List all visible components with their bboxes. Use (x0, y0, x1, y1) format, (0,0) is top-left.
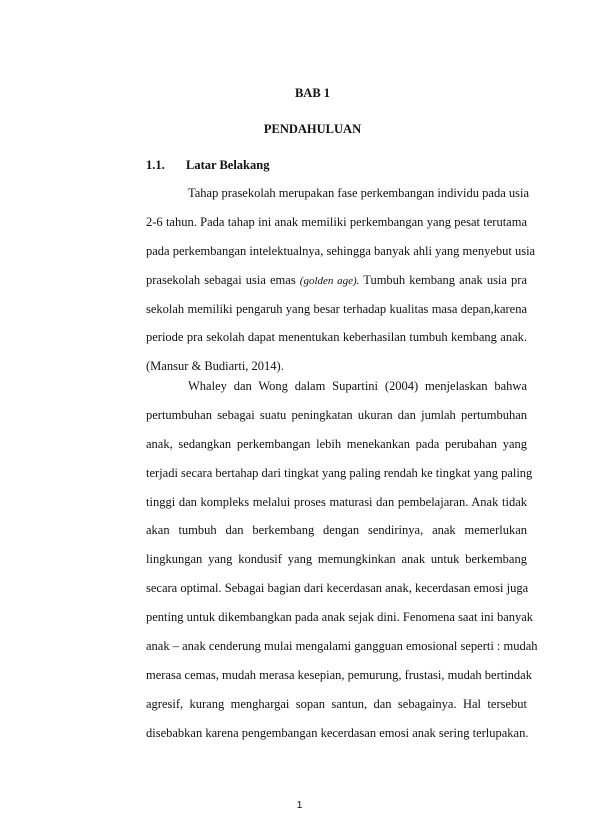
paragraph-line (146, 266, 527, 295)
section-title: Latar Belakang (186, 158, 270, 172)
paragraph-line: merasa cemas, mudah merasa kesepian, pemurung, frustasi, mudah bertindak (146, 667, 532, 682)
page-number: 1 (296, 799, 303, 811)
paragraph-line: terjadi secara bertahap dari tingkat yang paling rendah ke tingkat yang paling (146, 465, 533, 480)
paragraph-line: secara optimal. Sebagai bagian dari kecerdasan anak, kecerdasan emosi juga (146, 581, 529, 596)
section-number: 1.1. (146, 158, 165, 172)
paragraph-text-segment: prasekolah sebagai usia emas (146, 272, 296, 287)
chapter-title: PENDAHULUAN (263, 122, 362, 136)
paragraph-line: (Mansur & Budiarti, 2014). (146, 359, 284, 374)
paragraph-line: pada perkembangan intelektualnya, sehingga banyak ahli yang menyebut usia (146, 243, 536, 258)
paragraph-line: akan tumbuh dan berkembang dengan sendirinya, anak memerlukan (146, 523, 527, 538)
section-heading (146, 158, 269, 173)
paragraph-line: Tahap prasekolah merupakan fase perkembangan individu pada usia (188, 186, 530, 200)
paragraph-line: tinggi dan kompleks melalui proses maturasi dan pembelajaran. Anak tidak (146, 494, 527, 509)
chapter-heading: BAB 1 (294, 86, 331, 100)
paragraph-2 (146, 372, 538, 748)
paragraph-line: anak, sedangkan perkembangan lebih menekankan pada perubahan yang (146, 436, 527, 451)
paragraph-line: pertumbuhan sebagai suatu peningkatan ukuran dan jumlah pertumbuhan (146, 407, 527, 422)
paragraph-line: Whaley dan Wong dalam Supartini (2004) menjelaskan bahwa (188, 379, 527, 393)
paragraph-1 (146, 179, 536, 381)
paragraph-line: lingkungan yang kondusif yang memungkinkan anak untuk berkembang (146, 552, 527, 567)
paragraph-line: 2-6 tahun. Pada tahap ini anak memiliki perkembangan yang pesat terutama (146, 214, 527, 229)
paragraph-line: anak – anak cenderung mulai mengalami gangguan emosional seperti : mudah (146, 639, 538, 654)
paragraph-line: disebabkan karena pengembangan kecerdasan emosi anak sering terlupakan. (146, 725, 529, 740)
paragraph-line: agresif, kurang menghargai sopan santun, dan sebagainya. Hal tersebut (146, 696, 527, 711)
paragraph-line: sekolah memiliki pengaruh yang besar terhadap kualitas masa depan,karena (146, 301, 527, 316)
paragraph-text-segment: Tumbuh kembang anak usia pra (359, 272, 527, 287)
paragraph-line: periode pra sekolah dapat menentukan keberhasilan tumbuh kembang anak. (146, 330, 527, 345)
italic-term: (golden age). (299, 274, 360, 287)
paragraph-line: penting untuk dikembangkan pada anak sejak dini. Fenomena saat ini banyak (146, 610, 534, 625)
